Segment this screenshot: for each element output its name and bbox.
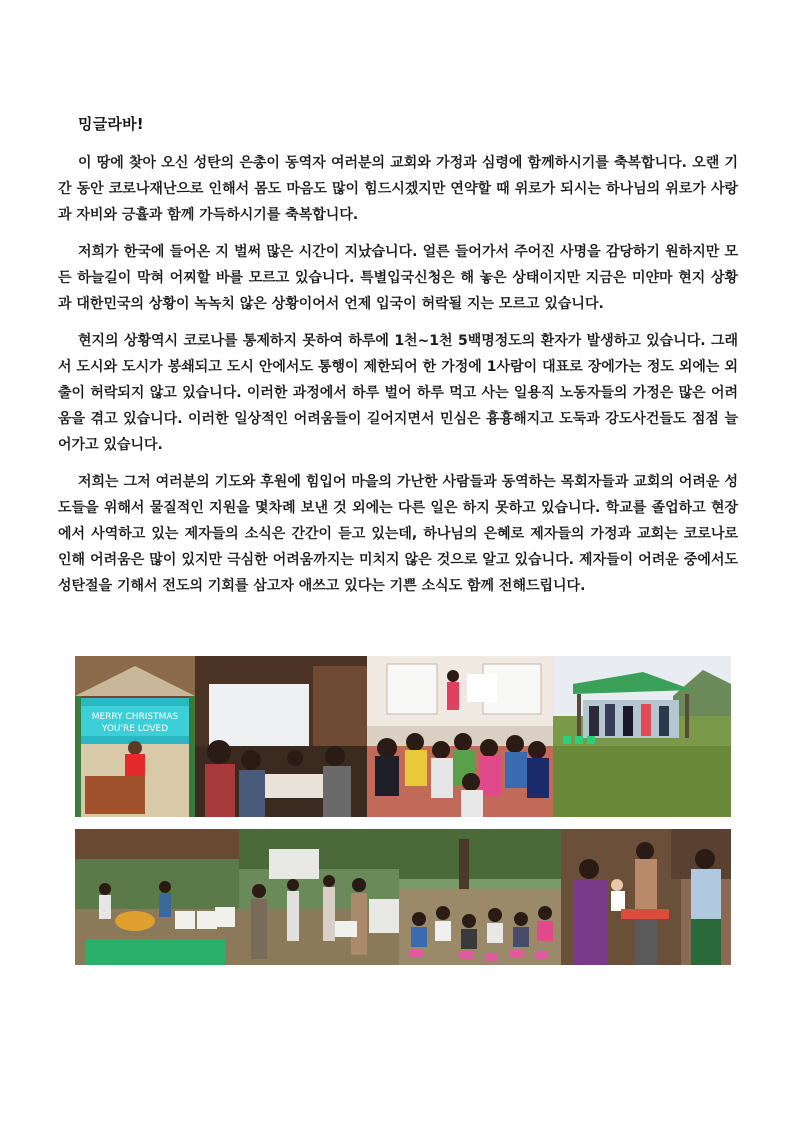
paragraph-1: 이 땅에 찾아 오신 성탄의 은총이 동역자 여러분의 교회와 가정과 심령에 함께하시기를 축복합니다. 오랜 기간 동안 코로나재난으로 인해서 몸도 마음도 많이 힘드시겠지만 연약할 때 위로가 되시는 하나님의 위로가 사랑과 자비와 긍휼과 함께 가득하시기를 축복합니다. (58, 155, 738, 223)
photo-family-receiving (561, 829, 731, 965)
photo-children-floor (367, 656, 553, 817)
photo-classroom (195, 656, 367, 817)
paragraph-3: 현지의 상황역시 코로나를 통제하지 못하여 하루에 1천~1천 5백명정도의 환자가 발생하고 있습니다. 그래서 도시와 도시가 봉쇄되고 도시 안에서도 통행이 제한되어 한 가정에 1사람이 대표로 장에가는 정도 외에는 외출이 허락되지 않고 있습니다. 이러한 과정에서 하루 벌어 하루 먹고 사는 일용직 노동자들의 가정은 많은 어려움을 겪고 있습니다. 이러한 일상적인 어려움들이 길어지면서 민심은 흉흉해지고 도둑과 강도사건들도 점점 늘어가고 있습니다. (58, 333, 738, 453)
greeting: 밍글라바! (78, 115, 144, 133)
photo-row-1 (75, 656, 731, 817)
letter-body (58, 150, 738, 610)
photo-church-stage (75, 656, 195, 817)
photo-collage (75, 656, 731, 977)
banner-text-1: MERRY CHRISTMAS (91, 712, 179, 722)
photo-outdoor-pavilion (553, 656, 731, 817)
photo-aid-distribution (75, 829, 239, 965)
photo-children-outdoors (399, 829, 561, 965)
photo-row-2 (75, 829, 731, 965)
banner-text-2: YOU'RE LOVED (101, 724, 169, 734)
photo-rice-handover (239, 829, 399, 965)
paragraph-4: 저희는 그저 여러분의 기도와 후원에 힘입어 마을의 가난한 사람들과 동역하는 목회자들과 교회의 어려운 성도들을 위해서 물질적인 지원을 몇차례 보낸 것 외에는 다른 일은 하지 못하고 있습니다. 학교를 졸업하고 현장에서 사역하고 있는 제자들의 소식은 간간이 듣고 있는데, 하나님의 은혜로 제자들의 가정과 교회는 코로나로 인해 어려움은 많이 있지만 극심한 어려움까지는 미치지 않은 것으로 알고 있습니다. 제자들이 어려운 중에서도 성탄절을 기해서 전도의 기회를 삼고자 애쓰고 있다는 기쁜 소식도 함께 전해드립니다. (58, 474, 738, 594)
paragraph-2: 저희가 한국에 들어온 지 벌써 많은 시간이 지났습니다. 얼른 들어가서 주어진 사명을 감당하기 원하지만 모든 하늘길이 막혀 어찌할 바를 모르고 있습니다. 특별입국신청은 해 놓은 상태이지만 지금은 미얀마 현지 상황과 대한민국의 상황이 녹녹치 않은 상황이어서 언제 입국이 허락될 지는 모르고 있습니다. (58, 244, 738, 312)
